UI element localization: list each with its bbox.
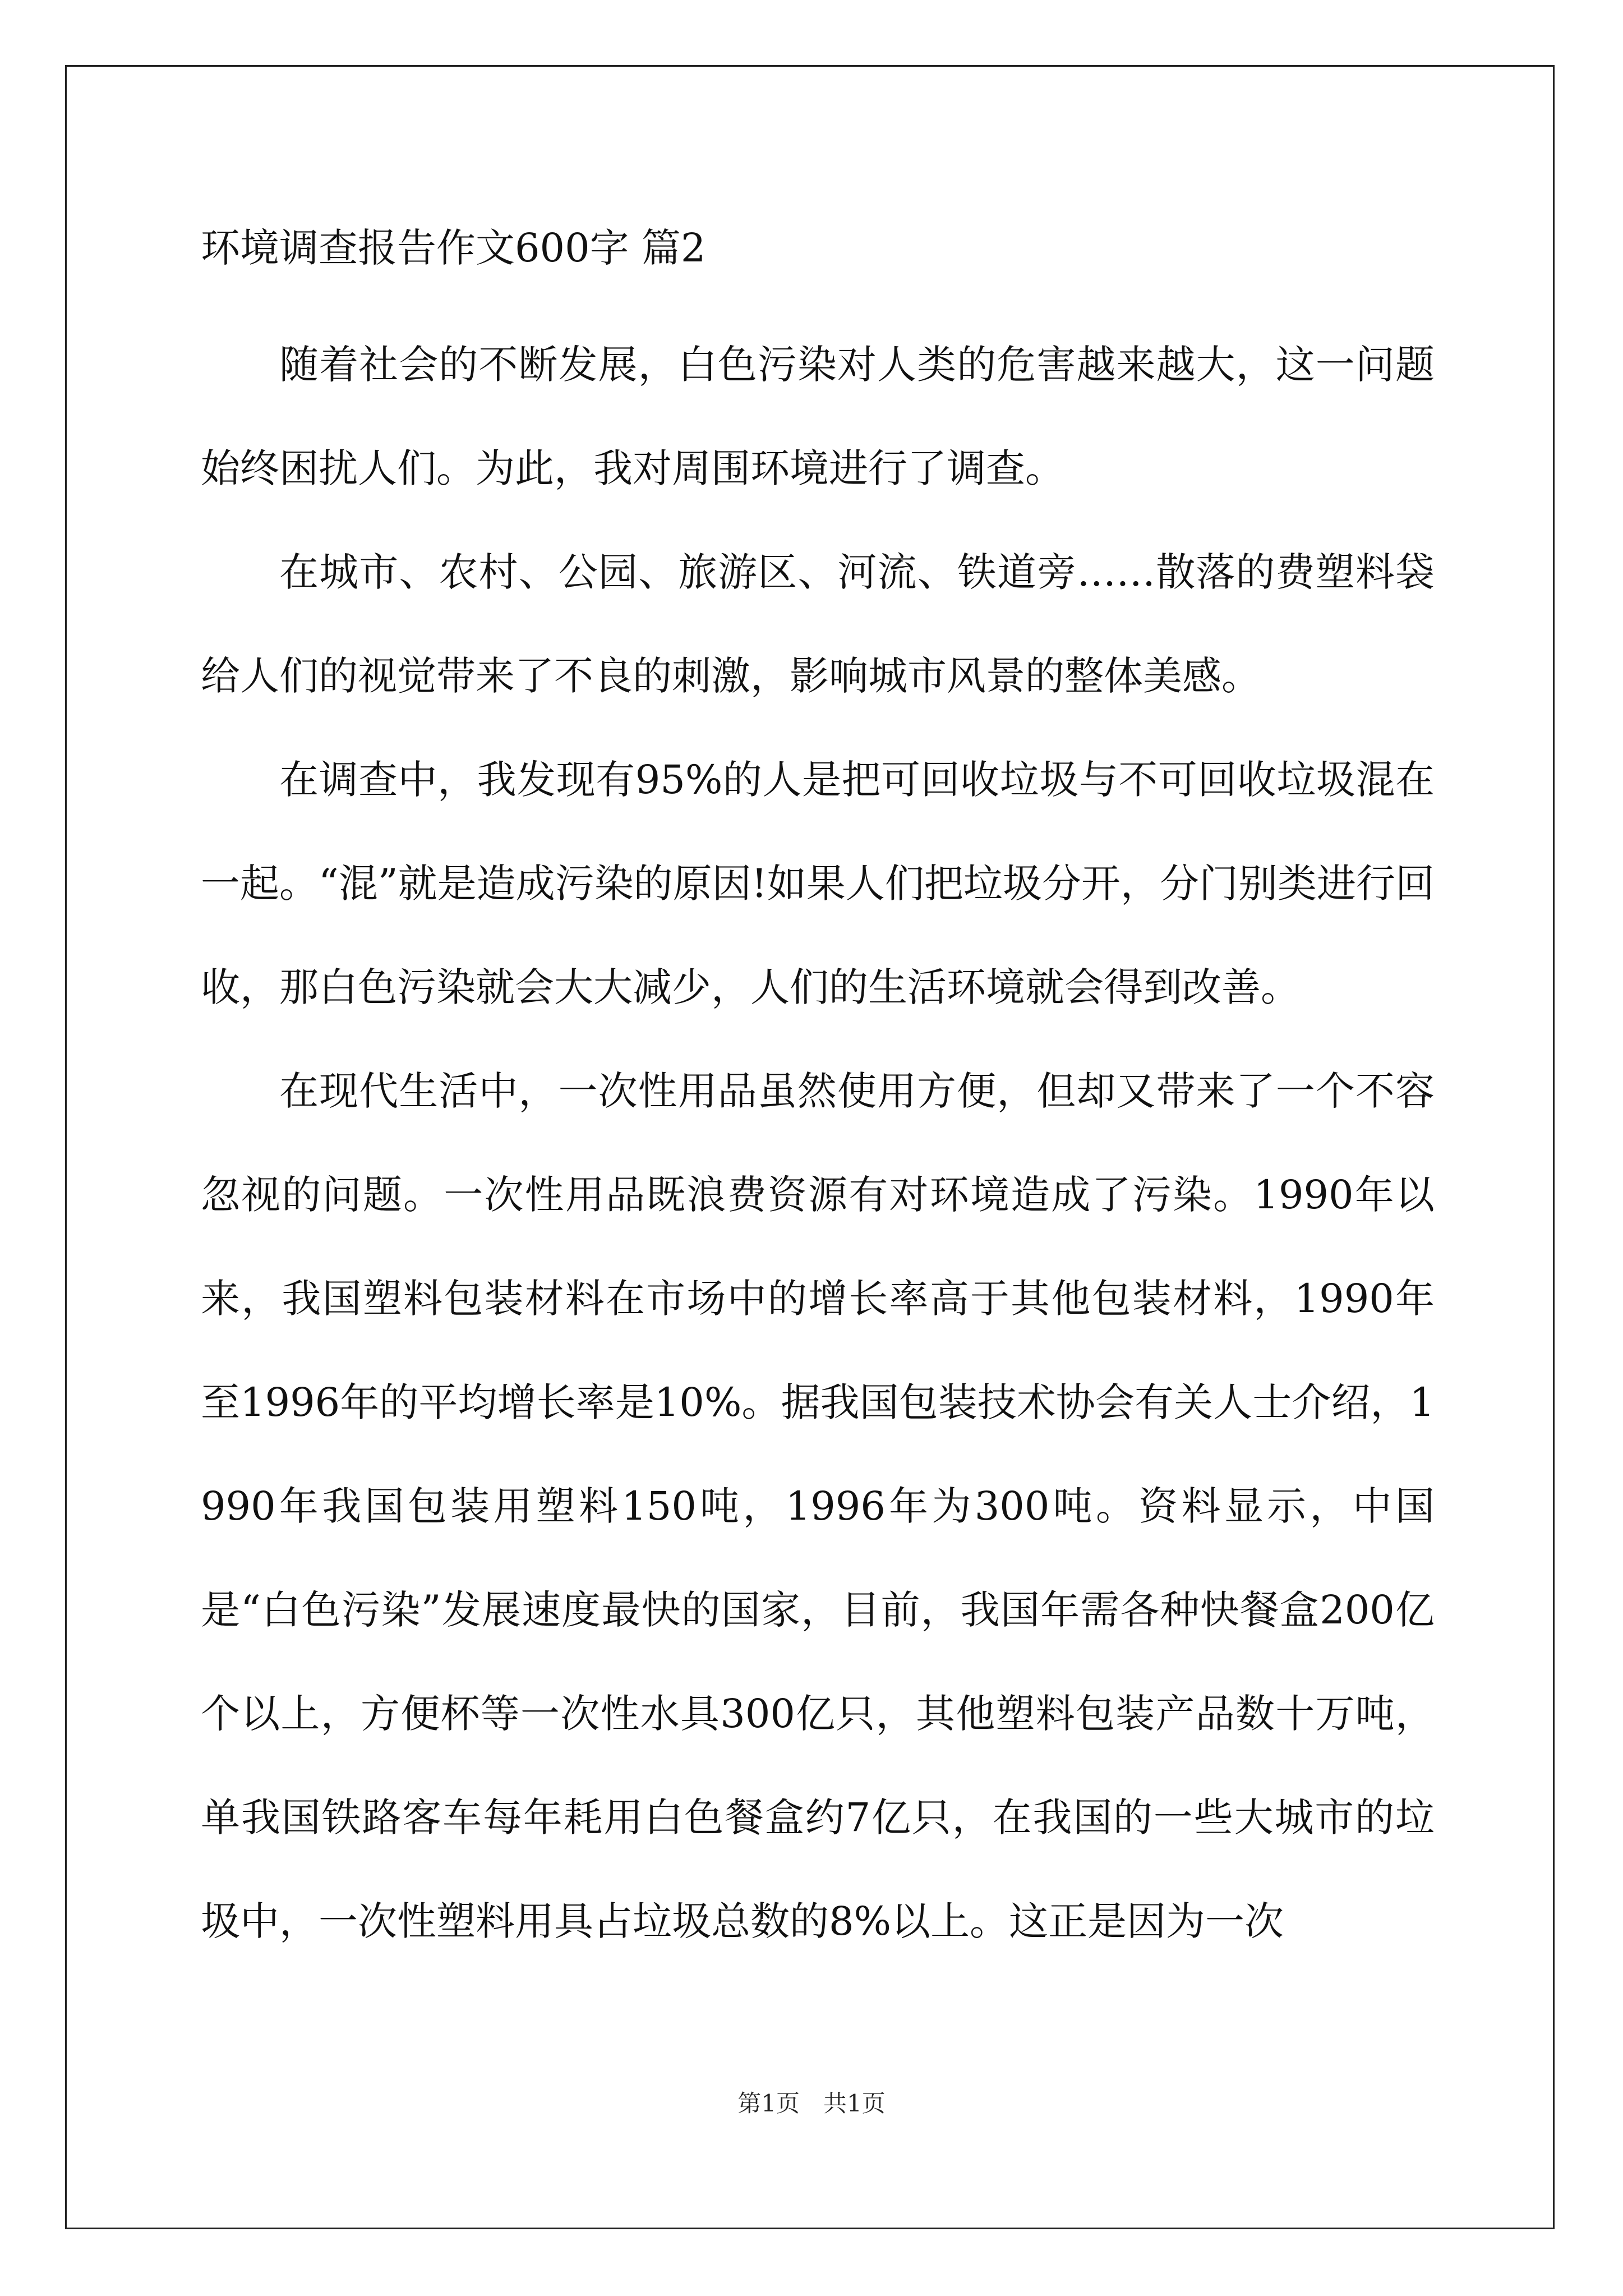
document-title: 环境调查报告作文600字 篇2: [201, 225, 706, 271]
paragraph-1: 随着社会的不断发展，白色污染对人类的危害越来越大，这一问题始终困扰人们。为此，我对周围环境进行了调查。: [201, 342, 1435, 491]
document-body: [201, 213, 1435, 1973]
paragraph-4: 在现代生活中，一次性用品虽然使用方便，但却又带来了一个不容忽视的问题。一次性用品既浪费资源有对环境造成了污染。1990年以来，我国塑料包装材料在市场中的增长率高于其他包装材料，1990年至1996年的平均增长率是10%。据我国包装技术协会有关人士介绍，1990年我国包装用塑料150吨，1996年为300吨。资料显示，中国是“白色污染”发展速度最快的国家，目前，我国年需各种快餐盒200亿个以上，方便杯等一次性水具300亿只，其他塑料包装产品数十万吨，单我国铁路客车每年耗用白色餐盒约7亿只，在我国的一些大城市的垃圾中，一次性塑料用具占垃圾总数的8%以上。这正是因为一次: [201, 1068, 1435, 1944]
paragraph-3: 在调查中，我发现有95%的人是把可回收垃圾与不可回收垃圾混在一起。“混”就是造成污染的原因!如果人们把垃圾分开，分门别类进行回收，那白色污染就会大大减少，人们的生活环境就会得到改善。: [201, 757, 1435, 1010]
paragraph-2: 在城市、农村、公园、旅游区、河流、铁道旁……散落的费塑料袋给人们的视觉带来了不良的刺激，影响城市风景的整体美感。: [201, 549, 1435, 699]
page-number-footer: 第1页 共1页: [737, 2090, 886, 2117]
